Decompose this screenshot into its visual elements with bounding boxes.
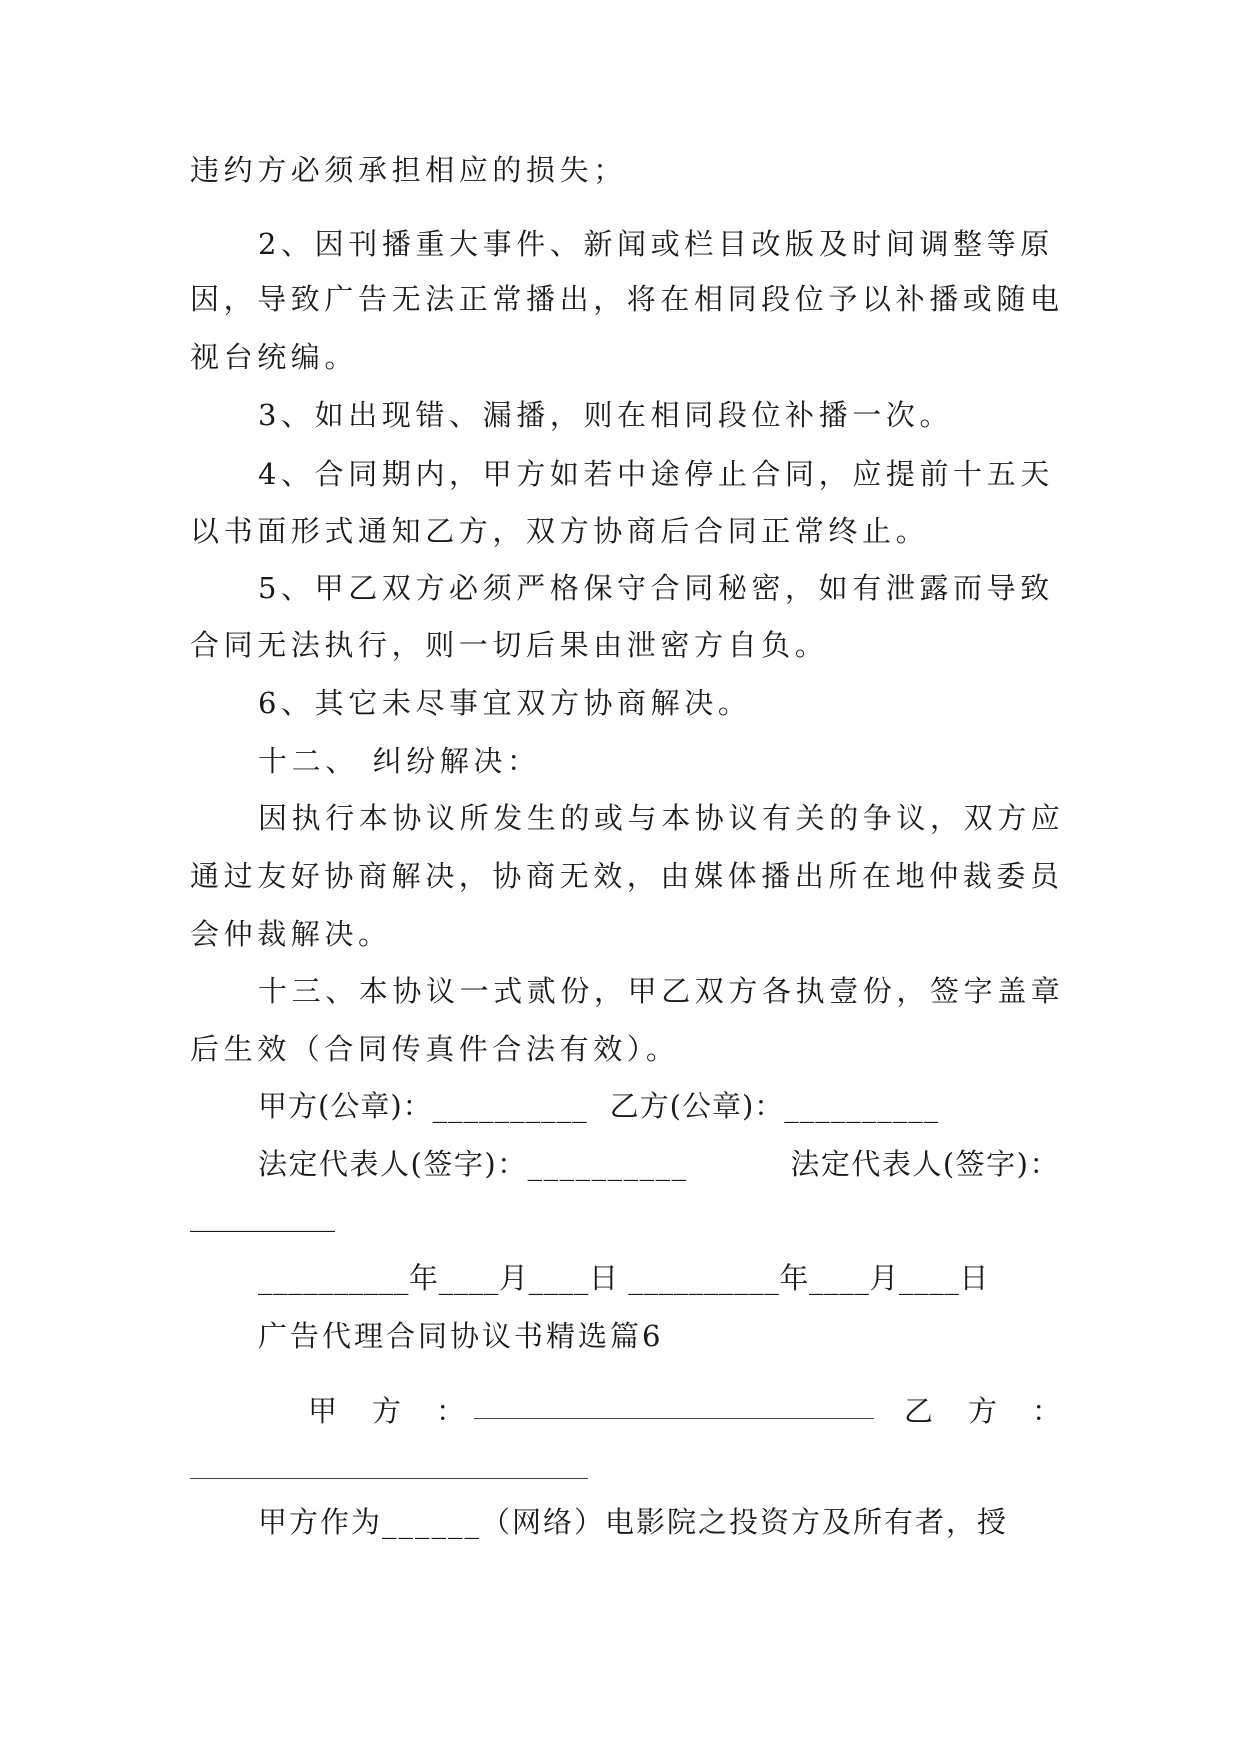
party-b-representative: 法定代表人(签字)： [790, 1147, 1060, 1181]
paragraph-line: 4、合同期内，甲方如若中途停止合同，应提前十五天 [258, 457, 1054, 491]
paragraph-line: 后生效（合同传真件合法有效）。 [190, 1032, 680, 1066]
party-a-label: 甲 方 ： [308, 1394, 469, 1428]
party-a-representative: 法定代表人(签字)：__________ [258, 1147, 688, 1181]
paragraph-line: 以书面形式通知乙方，双方协商后合同正常终止。 [190, 514, 930, 548]
section-title: 广告代理合同协议书精选篇6 [258, 1319, 664, 1353]
date-line: __________年____月____日 __________年____月____日 [258, 1261, 990, 1295]
representative-line [258, 1144, 1060, 1184]
party-b-seal: 乙方(公章)：__________ [609, 1089, 940, 1123]
paragraph-line: 5、甲乙双方必须严格保守合同秘密，如有泄露而导致 [258, 571, 1054, 605]
party-b-blank [190, 1478, 588, 1479]
paragraph-line: 违约方必须承担相应的损失； [190, 153, 627, 187]
paragraph-line: 合同无法执行，则一切后果由泄密方自负。 [190, 628, 829, 662]
paragraph-line: 因，导致广告无法正常播出，将在相同段位予以补播或随电 [190, 282, 1064, 316]
seal-line [258, 1086, 978, 1126]
paragraph-line: 甲方作为______（网络）电影院之投资方及所有者，授 [258, 1505, 1009, 1539]
party-a-seal: 甲方(公章)：__________ [258, 1089, 588, 1123]
paragraph-line: 2、因刊播重大事件、新闻或栏目改版及时间调整等原 [258, 227, 1054, 261]
paragraph-line: 6、其它未尽事宜双方协商解决。 [258, 686, 752, 720]
paragraph-line: 3、如出现错、漏播，则在相同段位补播一次。 [258, 398, 954, 432]
paragraph-line: 会仲裁解决。 [190, 917, 392, 951]
paragraph-line: 因执行本协议所发生的或与本协议有关的争议，双方应 [258, 801, 1065, 835]
paragraph-line: 视台统编。 [190, 340, 359, 374]
party-a-blank [474, 1418, 874, 1419]
paragraph-line: 通过友好协商解决，协商无效，由媒体播出所在地仲裁委员 [190, 859, 1064, 893]
paragraph-line: 十三、本协议一式贰份，甲乙双方各执壹份，签字盖章 [258, 974, 1065, 1008]
section-heading: 十二、 纠纷解决： [258, 744, 541, 778]
representative-blank: __________ [190, 1198, 335, 1232]
party-b-label: 乙 方 ： [904, 1394, 1065, 1428]
